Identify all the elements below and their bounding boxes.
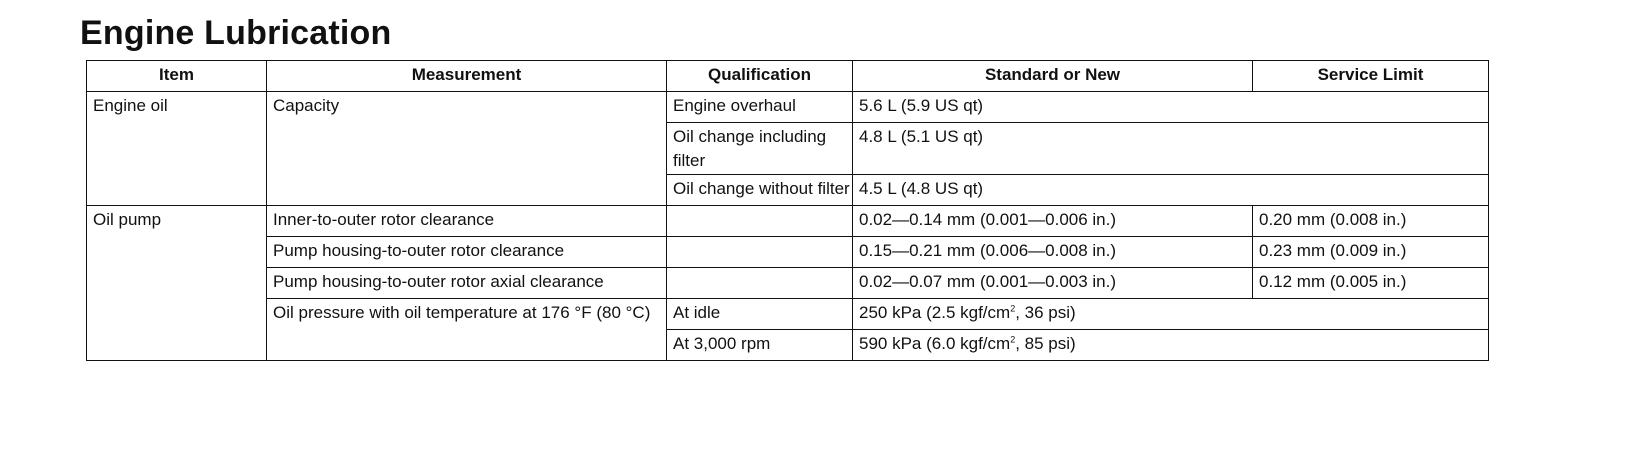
qualification-cell — [667, 237, 853, 268]
standard-text: , 36 psi) — [1015, 303, 1076, 322]
header-row — [87, 61, 1489, 92]
table-row — [87, 237, 1489, 268]
qualification-cell: Engine overhaul — [667, 92, 853, 123]
header-item: Item — [87, 61, 267, 92]
standard-cell: 5.6 L (5.9 US qt) — [853, 92, 1489, 123]
service-limit-cell: 0.12 mm (0.005 in.) — [1253, 268, 1489, 299]
measurement-cell: Capacity — [267, 92, 667, 206]
standard-text: 250 kPa (2.5 kgf/cm — [859, 303, 1011, 322]
qualification-cell: Oil change without filter — [667, 175, 853, 206]
page-title: Engine Lubrication — [80, 14, 392, 52]
qualification-cell — [667, 268, 853, 299]
standard-cell — [853, 299, 1489, 330]
measurement-cell: Inner-to-outer rotor clearance — [267, 206, 667, 237]
table-header — [87, 61, 1489, 92]
item-cell: Oil pump — [87, 206, 267, 361]
header-qualification: Qualification — [667, 61, 853, 92]
item-cell: Engine oil — [87, 92, 267, 206]
engine-lubrication-table — [86, 60, 1489, 361]
qualification-cell — [667, 206, 853, 237]
table-row — [87, 92, 1489, 123]
standard-cell: 4.8 L (5.1 US qt) — [853, 123, 1489, 175]
superscript: 2 — [1010, 334, 1016, 345]
qualification-cell: Oil change including filter — [667, 123, 853, 175]
table-row — [87, 268, 1489, 299]
service-limit-cell: 0.20 mm (0.008 in.) — [1253, 206, 1489, 237]
header-service-limit: Service Limit — [1253, 61, 1489, 92]
standard-cell: 0.02—0.14 mm (0.001—0.006 in.) — [853, 206, 1253, 237]
header-standard: Standard or New — [853, 61, 1253, 92]
table-row — [87, 299, 1489, 330]
qualification-cell: At 3,000 rpm — [667, 330, 853, 361]
standard-text: 590 kPa (6.0 kgf/cm — [859, 334, 1011, 353]
measurement-cell: Pump housing-to-outer rotor clearance — [267, 237, 667, 268]
measurement-cell: Pump housing-to-outer rotor axial clearance — [267, 268, 667, 299]
service-limit-cell: 0.23 mm (0.009 in.) — [1253, 237, 1489, 268]
table-body — [87, 92, 1489, 361]
standard-cell: 4.5 L (4.8 US qt) — [853, 175, 1489, 206]
table-row — [87, 206, 1489, 237]
standard-cell: 0.02—0.07 mm (0.001—0.003 in.) — [853, 268, 1253, 299]
qualification-cell: At idle — [667, 299, 853, 330]
header-measurement: Measurement — [267, 61, 667, 92]
standard-cell — [853, 330, 1489, 361]
standard-text: , 85 psi) — [1015, 334, 1076, 353]
measurement-cell: Oil pressure with oil temperature at 176 °F (80 °C) — [267, 299, 667, 361]
superscript: 2 — [1010, 303, 1016, 314]
standard-cell: 0.15—0.21 mm (0.006—0.008 in.) — [853, 237, 1253, 268]
